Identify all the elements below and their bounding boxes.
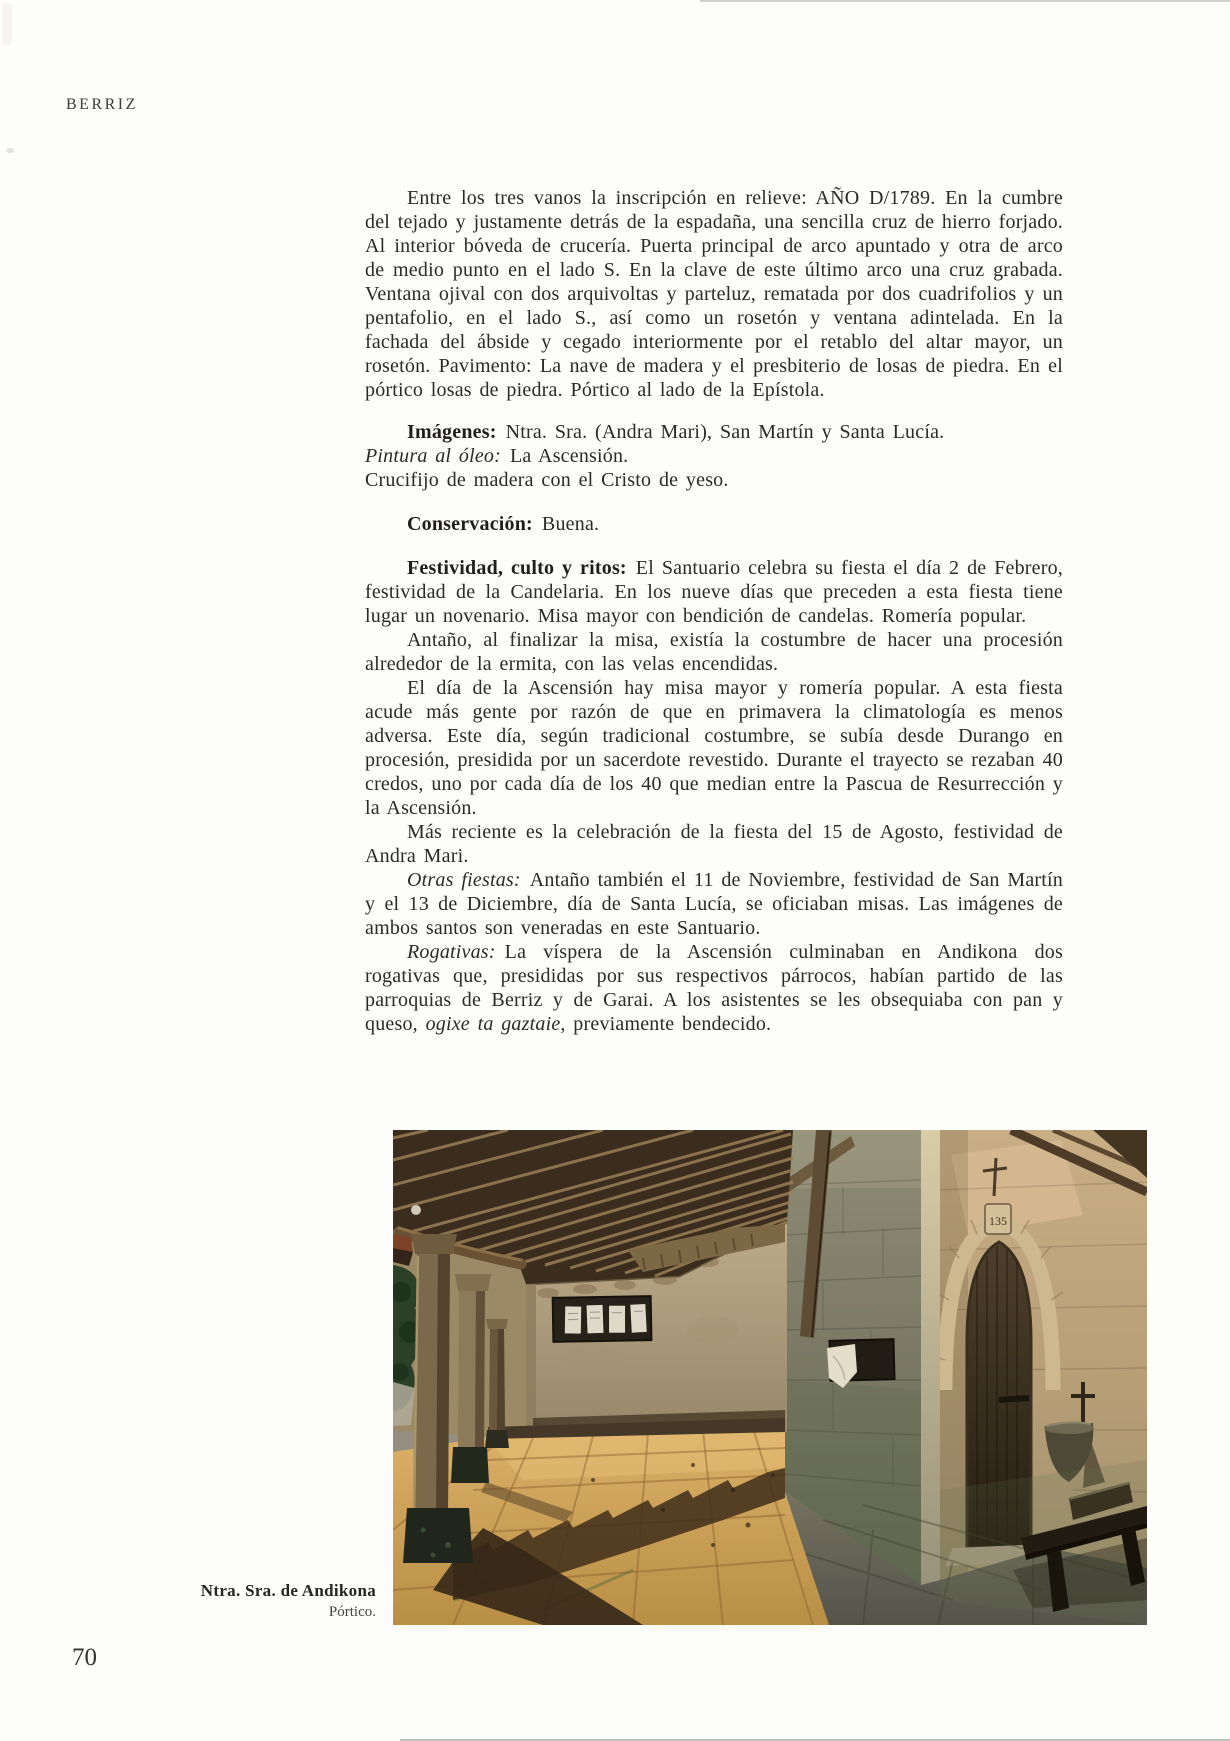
label-pintura: Pintura al óleo: [365, 445, 501, 467]
page-number: 70 [72, 1644, 97, 1671]
paragraph-conservacion [365, 512, 1063, 536]
paragraph-ascension: El día de la Ascensión hay misa mayor y romería popular. A esta fiesta acude más gente por razón de que en primavera la climatología es menos adversa. Este día, según tradicional costumbre, se subía desde Durango en procesión, presidida por un sacerdote revestido. Durante el trayecto se rezaban 40 credos, uno por cada día de los 40 que median entre la Pascua de Resurrección y la Ascensión. [365, 677, 1063, 819]
label-conservacion: Conservación: [407, 513, 533, 535]
hanging-lamp [411, 1205, 421, 1215]
caption-title: Ntra. Sra. de Andikona [200, 1581, 376, 1600]
distant-haze [393, 1382, 415, 1426]
paragraph-imagenes [365, 420, 1063, 444]
portico-photograph [393, 1130, 1147, 1625]
rogativas-basque-phrase: ogixe ta gaztaie [425, 1013, 561, 1035]
photo-caption [150, 1581, 376, 1621]
paragraph-antano: Antaño, al finalizar la misa, existía la costumbre de hacer una procesión alrededor de la ermita, con las velas encendidas. [365, 629, 1063, 675]
paragraph-descripcion: Entre los tres vanos la inscripción en relieve: AÑO D/1789. En la cumbre del tejado y justamente detrás de la espadaña, una sencilla cruz de hierro forjado. Al interior bóveda de crucería. Puerta principal de arco apuntado y otra de arco de medio punto en el lado S. En la clave de este último arco una cruz grabada. Ventana ojival con dos arquivoltas y parteluz, rematada por dos cuadrifolios y un pentafolio, en el lado S., así como un rosetón y ventana adintelada. En la fachada del ábside y cegado interiormente por el retablo del altar mayor, un rosetón. Pavimento: La nave de madera y el presbiterio de losas de piedra. En el pórtico losas de piedra. Pórtico al lado de la Epístola. [365, 187, 1063, 401]
rogativas-text-post: , previamente bendecido. [560, 1013, 772, 1035]
label-festividad: Festividad, culto y ritos: [407, 557, 627, 579]
scan-artifact-top-edge [700, 0, 1230, 2]
running-header: BERRIZ [66, 96, 138, 113]
paragraph-crucifijo: Crucifijo de madera con el Cristo de yeso. [365, 469, 729, 491]
article-text-column [365, 186, 1063, 1036]
label-imagenes: Imágenes: [407, 421, 497, 443]
door-number-plaque [985, 1204, 1011, 1234]
caption-subtitle: Pórtico. [328, 1604, 376, 1620]
scan-artifact-smudge [2, 3, 12, 45]
notice-board [553, 1296, 652, 1342]
door-plaque-number: 135 [989, 1214, 1007, 1228]
paragraph-otras-fiestas [365, 868, 1063, 940]
label-rogativas: Rogativas: [407, 941, 496, 963]
column-middle [451, 1274, 491, 1483]
paragraph-mas-reciente: Más reciente es la celebración de la fiesta del 15 de Agosto, festividad de Andra Mari. [365, 821, 1063, 867]
portico-photo-illustration [393, 1130, 1147, 1625]
pintura-text: La Ascensión. [509, 445, 629, 467]
imagenes-text: Ntra. Sra. (Andra Mari), San Martín y Santa Lucía. [505, 421, 945, 443]
paragraph-festividad [365, 556, 1063, 628]
scan-artifact-smudge [6, 148, 14, 153]
rogativas-text-pre: La víspera de la Ascensión culminaban en Andikona dos rogativas que, presididas por sus respectivos párrocos, habían partido de las parroquias de Berriz y de Garai. A los asistentes se les obsequiaba con pan y queso, [365, 941, 1063, 1035]
festividad-text: El Santuario celebra su fiesta el día 2 de Febrero, festividad de la Candelaria. En los nueve días que preceden a esta fiesta tiene lugar un novenario. Misa mayor con bendición de candelas. Romería popular. [365, 557, 1063, 627]
paragraph-rogativas [365, 940, 1063, 1036]
paragraph-pintura [365, 444, 1063, 468]
otras-fiestas-text: Antaño también el 11 de Noviembre, festividad de San Martín y el 13 de Diciembre, día de Santa Lucía, se oficiaban misas. Las imágenes de ambos santos son veneradas en este Santuario. [365, 869, 1063, 939]
conservacion-text: Buena. [541, 513, 600, 535]
label-otras-fiestas: Otras fiestas: [407, 869, 521, 891]
